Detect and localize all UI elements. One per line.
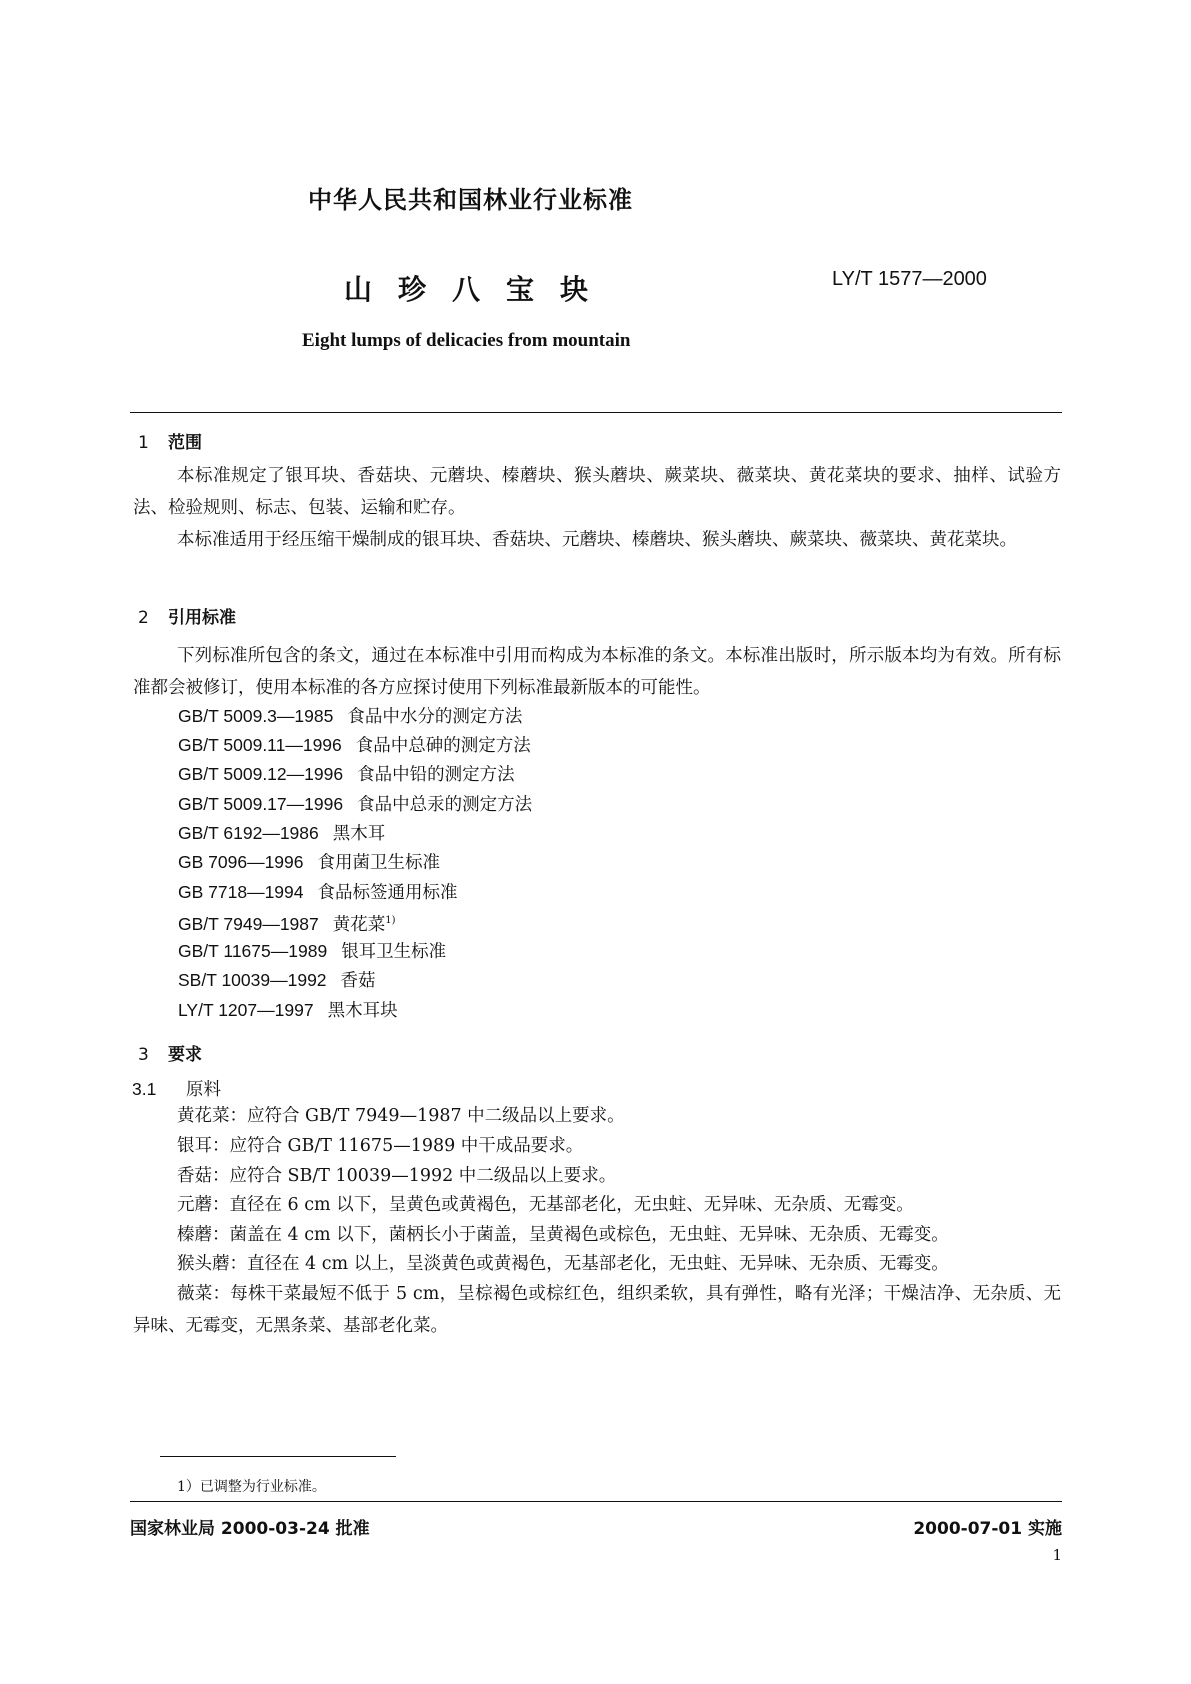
english-subtitle: Eight lumps of delicacies from mountain [302, 330, 631, 351]
subsection-number: 3.1 [132, 1079, 157, 1099]
reference-title: 食用菌卫生标准 [317, 853, 441, 873]
footer-divider [130, 1501, 1062, 1502]
footnote-divider [160, 1456, 396, 1457]
reference-item [178, 964, 376, 997]
reference-title: 黑木耳 [332, 824, 386, 844]
section-heading-scope [138, 428, 202, 453]
reference-item [178, 846, 440, 879]
reference-code: LY/T 1207—1997 [178, 1000, 314, 1020]
implementation-date: 2000-07-01 实施 [913, 1519, 1062, 1539]
footnote: 1）已调整为行业标准。 [177, 1479, 326, 1495]
reference-title: 食品中总砷的测定方法 [355, 736, 531, 756]
reference-code: GB/T 5009.17—1996 [178, 794, 344, 814]
reference-title: 食品中铅的测定方法 [357, 765, 515, 785]
reference-item [178, 758, 515, 791]
subsection-heading-raw-materials [132, 1076, 221, 1101]
section-title: 要求 [168, 1045, 202, 1065]
requirement-item: 黄花菜：应符合 GB/T 7949—1987 中二级品以上要求。 [177, 1106, 625, 1126]
reference-title: 食品中水分的测定方法 [347, 707, 523, 727]
issuer-title: 中华人民共和国林业行业标准 [308, 186, 633, 214]
reference-title: 食品中总汞的测定方法 [357, 795, 533, 815]
reference-code: GB/T 5009.3—1985 [178, 706, 334, 726]
footnote-marker: 1) [385, 915, 396, 926]
requirement-item: 猴头蘑：直径在 4 cm 以上，呈淡黄色或黄褐色，无基部老化，无虫蛀、无异味、无杂质、无霉变。 [177, 1254, 949, 1274]
references-intro: 下列标准所包含的条文，通过在本标准中引用而构成为本标准的条文。本标准出版时，所示版本均为有效。所有标准都会被修订，使用本标准的各方应探讨使用下列标准最新版本的可能性。 [133, 646, 1061, 698]
reference-code: GB/T 7949—1987 [178, 914, 319, 934]
requirement-item: 元蘑：直径在 6 cm 以下，呈黄色或黄褐色，无基部老化，无虫蛀、无异味、无杂质、无霉变。 [177, 1195, 914, 1215]
scope-paragraph-2: 本标准适用于经压缩干燥制成的银耳块、香菇块、元蘑块、榛蘑块、猴头蘑块、蕨菜块、薇菜块、黄花菜块。 [177, 530, 1017, 550]
reference-code: GB/T 6192—1986 [178, 823, 319, 843]
reference-title: 黑木耳块 [327, 1001, 398, 1021]
section-number: 2 [138, 608, 149, 628]
reference-title: 香菇 [340, 971, 376, 991]
reference-title: 食品标签通用标准 [317, 883, 458, 903]
section-title: 范围 [168, 433, 202, 453]
reference-title: 黄花菜 [332, 915, 386, 935]
reference-code: SB/T 10039—1992 [178, 970, 327, 990]
page-number: 1 [1052, 1546, 1062, 1564]
reference-code: GB/T 11675—1989 [178, 941, 328, 961]
section-number: 1 [138, 433, 149, 453]
header-divider [130, 412, 1062, 413]
section-heading-requirements [138, 1040, 202, 1065]
reference-item [178, 994, 398, 1027]
reference-title: 银耳卫生标准 [341, 942, 447, 962]
section-title: 引用标准 [168, 608, 236, 628]
section-number: 3 [138, 1045, 149, 1065]
scope-paragraph-1: 本标准规定了银耳块、香菇块、元蘑块、榛蘑块、猴头蘑块、蕨菜块、薇菜块、黄花菜块的要求、抽样、试验方法、检验规则、标志、包装、运输和贮存。 [133, 466, 1061, 518]
document-title: 山珍八宝块 [344, 273, 615, 306]
requirement-item: 榛蘑：菌盖在 4 cm 以下，菌柄长小于菌盖，呈黄褐色或棕色，无虫蛀、无异味、无杂质、无霉变。 [177, 1225, 949, 1245]
reference-code: GB/T 5009.11—1996 [178, 735, 342, 755]
requirement-item: 薇菜：每株干菜最短不低于 5 cm，呈棕褐色或棕红色，组织柔软，具有弹性，略有光泽；干燥洁净、无杂质、无异味、无霉变，无黑条菜、基部老化菜。 [133, 1284, 1061, 1336]
requirement-item: 香菇：应符合 SB/T 10039—1992 中二级品以上要求。 [177, 1166, 617, 1186]
approval-date: 国家林业局 2000-03-24 批准 [130, 1519, 370, 1539]
reference-code: GB 7718—1994 [178, 882, 304, 902]
reference-code: GB/T 5009.12—1996 [178, 764, 344, 784]
reference-code: GB 7096—1996 [178, 852, 304, 872]
subsection-title: 原料 [186, 1080, 221, 1100]
section-heading-references [138, 603, 236, 628]
requirement-item: 银耳：应符合 GB/T 11675—1989 中干成品要求。 [177, 1136, 584, 1156]
document-code: LY/T 1577—2000 [832, 268, 987, 290]
